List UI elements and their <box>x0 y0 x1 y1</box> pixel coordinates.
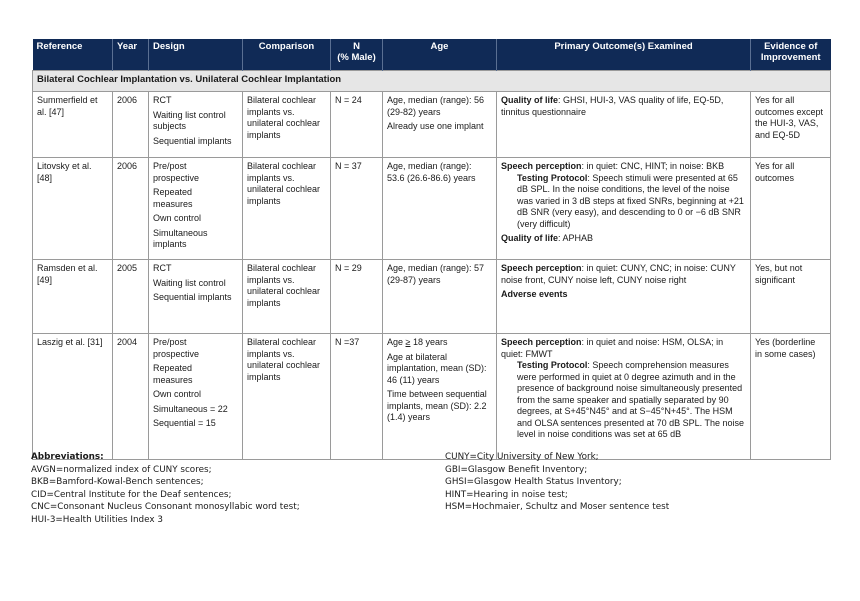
abbreviation-entry: CUNY=City University of New York; <box>445 452 599 462</box>
age-ge-symbol: ≥ <box>405 337 411 347</box>
text-line: unilateral cochlear <box>247 118 321 128</box>
cell-n: N = 37 <box>331 158 383 260</box>
evidence-table <box>32 39 831 460</box>
text-line: unilateral cochlear <box>247 286 321 296</box>
protocol-label: Testing Protocol <box>517 172 588 183</box>
outcome-text: : in quiet and noise: HSM, OLSA; in <box>581 337 724 347</box>
text-line: Yes for all <box>755 95 795 105</box>
text-line: implants <box>247 297 281 308</box>
header-year: Year <box>113 39 149 71</box>
section-row-end <box>751 71 831 92</box>
cell-age <box>383 158 497 260</box>
cell-evidence <box>751 260 831 334</box>
text-line: Sequential implants <box>153 292 232 302</box>
text-line: Bilateral cochlear <box>247 337 317 347</box>
protocol-text: level in noise conditions was set at 65 dB <box>517 429 682 439</box>
header-evidence-line2: Improvement <box>760 51 821 63</box>
section-row <box>33 71 831 92</box>
cell-comparison <box>243 158 331 260</box>
text-line: measures <box>153 374 193 385</box>
text-line: the HUI-3, VAS, <box>755 118 819 128</box>
text-line: Simultaneous = 22 <box>153 403 228 414</box>
abbreviation-entry: HUI-3=Health Utilities Index 3 <box>31 514 163 525</box>
cell-n: N = 24 <box>331 92 383 158</box>
text-line: 53.6 (26.6-86.6) years <box>387 172 476 183</box>
cell-evidence <box>751 334 831 460</box>
text-line: unilateral cochlear <box>247 360 321 370</box>
outcome-label: Quality of life <box>501 233 559 243</box>
outcome-label: Speech perception <box>501 263 582 273</box>
cell-year: 2006 <box>113 158 149 260</box>
outcome-text: : APHAB <box>558 233 594 243</box>
cell-evidence <box>751 92 831 158</box>
abbreviation-entry: GBI=Glasgow Benefit Inventory; <box>445 464 588 475</box>
header-row <box>33 39 831 71</box>
cell-outcome <box>497 92 751 158</box>
section-title: Bilateral Cochlear Implantation vs. Unilateral Cochlear Implantation <box>33 71 751 92</box>
text-line: implants <box>247 195 281 206</box>
text-line: implantation, mean (SD): <box>387 363 487 373</box>
cell-year: 2005 <box>113 260 149 334</box>
cell-design <box>149 260 243 334</box>
abbreviations-left-column <box>31 451 441 526</box>
text-line: Age, median (range): 57 <box>387 263 485 273</box>
text-line: outcomes except <box>755 106 824 117</box>
text-line: subjects <box>153 121 187 131</box>
text-line: (1.4) years <box>387 412 431 422</box>
cell-comparison <box>243 260 331 334</box>
table-row <box>33 260 831 334</box>
text-line: 46 (11) years <box>387 374 440 385</box>
text-line: Waiting list control <box>153 109 226 120</box>
outcome-text: noise front, CUNY noise left, CUNY noise right <box>501 274 687 285</box>
protocol-text: (very difficult) <box>517 218 571 229</box>
outcome-label: Quality of life <box>501 95 559 105</box>
text-line: Yes (borderline <box>755 337 816 347</box>
text-line: Age at bilateral <box>387 351 448 362</box>
header-outcome: Primary Outcome(s) Examined <box>497 39 751 71</box>
abbreviation-entry: AVGN=normalized index of CUNY scores; <box>31 464 212 475</box>
protocol-text: from the same speaker and spatially separated by 90 <box>517 394 729 405</box>
text-line: Bilateral cochlear <box>247 263 317 273</box>
text-line: prospective <box>153 172 200 183</box>
cell-outcome <box>497 158 751 260</box>
text-line: Bilateral cochlear <box>247 161 317 171</box>
text-line: RCT <box>153 263 172 273</box>
header-evidence <box>751 39 831 71</box>
abbreviation-entry: HSM=Hochmaier, Schultz and Moser sentence test <box>445 502 670 512</box>
cell-reference <box>33 260 113 334</box>
abbreviations-title: Abbreviations: <box>31 452 104 462</box>
age-suffix: 18 years <box>410 337 448 347</box>
cell-age <box>383 334 497 460</box>
header-n <box>331 39 383 71</box>
text-line: Already use one implant <box>387 121 484 131</box>
cell-age <box>383 260 497 334</box>
header-n-line2: (% Male) <box>337 51 376 63</box>
text-line: RCT <box>153 95 172 105</box>
abbreviation-entry: BKB=Bamford-Kowal-Bench sentences; <box>31 477 204 487</box>
text-line: al. [47] <box>37 106 65 117</box>
abbreviation-entry: GHSI=Glasgow Health Status Inventory; <box>445 477 622 487</box>
header-n-line1: N <box>353 41 360 52</box>
text-line: Ramsden et al. <box>37 263 98 273</box>
table-row <box>33 334 831 460</box>
abbreviation-entry: CNC=Consonant Nucleus Consonant monosyllabic word test; <box>31 502 300 512</box>
text-line: measures <box>153 198 193 209</box>
outcome-text: quiet: FMWT <box>501 348 553 359</box>
outcome-text: : GHSI, HUI-3, VAS quality of life, EQ-5D, <box>558 95 724 105</box>
protocol-text: dB SNR (very easy), and descending to 0 or −6 dB SNR <box>517 207 741 217</box>
text-line: implants, mean (SD): 2.2 <box>387 400 487 411</box>
header-design: Design <box>149 39 243 71</box>
text-line: Pre/post <box>153 337 187 347</box>
abbreviations-right-column <box>445 451 835 514</box>
text-line: Pre/post <box>153 161 187 171</box>
abbreviation-entry: HINT=Hearing in noise test; <box>445 489 568 500</box>
outcome-label: Adverse events <box>501 289 568 299</box>
text-line: prospective <box>153 348 200 359</box>
text-line: implants vs. <box>247 348 295 359</box>
text-line: Repeated <box>153 363 193 373</box>
protocol-text: : Speech stimuli were presented at 65 <box>587 172 738 183</box>
cell-outcome <box>497 260 751 334</box>
text-line: (29-82) years <box>387 106 441 117</box>
text-line: Litovsky et al. <box>37 161 92 171</box>
protocol-text: presence of background noise simultaneously presented <box>517 383 743 393</box>
outcome-label: Speech perception <box>501 161 582 171</box>
cell-design <box>149 92 243 158</box>
table-row <box>33 158 831 260</box>
protocol-text: : Speech comprehension measures <box>587 360 729 370</box>
text-line: Yes for all <box>755 161 795 171</box>
text-line: significant <box>755 274 796 285</box>
outcome-text: : in quiet: CUNY, CNC; in noise: CUNY <box>581 263 736 273</box>
text-line: unilateral cochlear <box>247 184 321 194</box>
text-line: implants vs. <box>247 106 295 117</box>
text-line: Sequential implants <box>153 135 232 146</box>
cell-comparison <box>243 92 331 158</box>
cell-year: 2006 <box>113 92 149 158</box>
header-evidence-line1: Evidence of <box>764 41 818 52</box>
cell-comparison <box>243 334 331 460</box>
protocol-text: were performed in quiet at 0 degree azimuth and in the <box>517 371 736 382</box>
cell-age <box>383 92 497 158</box>
text-line: in some cases) <box>755 348 816 359</box>
text-line: Time between sequential <box>387 389 487 399</box>
text-line: Waiting list control <box>153 277 226 288</box>
outcome-text: : in quiet: CNC, HINT; in noise: BKB <box>581 161 725 171</box>
cell-reference <box>33 158 113 260</box>
header-comparison: Comparison <box>243 39 331 71</box>
text-line: Bilateral cochlear <box>247 95 317 105</box>
protocol-label: Testing Protocol <box>517 360 588 370</box>
text-line: (29-87) years <box>387 274 441 285</box>
evidence-table-container <box>32 39 830 460</box>
outcome-label: Speech perception <box>501 337 582 347</box>
abbreviation-entry: CID=Central Institute for the Deaf sentences; <box>31 489 232 500</box>
outcome-text: tinnitus questionnaire <box>501 106 587 117</box>
text-line: [49] <box>37 274 53 285</box>
text-line: implants vs. <box>247 172 295 183</box>
protocol-text: was varied in 3 dB steps at fixed SNRs, beginning at +21 <box>517 195 744 206</box>
text-line: Summerfield et <box>37 95 98 105</box>
text-line: Repeated <box>153 187 193 197</box>
protocol-text: dB SPL. In the noise conditions, the level of the noise <box>517 184 730 194</box>
header-reference: Reference <box>33 39 113 71</box>
cell-n: N =37 <box>331 334 383 460</box>
protocol-text: and OLSA sentences presented at 70 dB SPL. The noise <box>517 417 744 428</box>
cell-design <box>149 334 243 460</box>
text-line: Simultaneous <box>153 227 208 238</box>
text-line: Age, median (range): 56 <box>387 95 485 105</box>
cell-evidence <box>751 158 831 260</box>
header-age: Age <box>383 39 497 71</box>
cell-reference <box>33 92 113 158</box>
cell-year: 2004 <box>113 334 149 460</box>
cell-reference: Laszig et al. [31] <box>33 334 113 460</box>
text-line: outcomes <box>755 172 795 183</box>
text-line: Own control <box>153 389 202 399</box>
text-line: and EQ-5D <box>755 129 801 140</box>
text-line: implants vs. <box>247 274 295 285</box>
text-line: Own control <box>153 213 202 223</box>
cell-n: N = 29 <box>331 260 383 334</box>
text-line: implants <box>153 239 187 249</box>
cell-outcome <box>497 334 751 460</box>
protocol-text: degrees, at S+45°N45° and at S−45°N+45°. The HSM <box>517 406 733 416</box>
text-line: Age, median (range): <box>387 161 472 171</box>
text-line: Sequential = 15 <box>153 418 216 428</box>
table-row <box>33 92 831 158</box>
age-prefix: Age <box>387 337 406 347</box>
text-line: implants <box>247 129 281 140</box>
cell-design <box>149 158 243 260</box>
text-line: [48] <box>37 172 53 183</box>
text-line: implants <box>247 371 281 382</box>
text-line: Yes, but not <box>755 263 803 273</box>
